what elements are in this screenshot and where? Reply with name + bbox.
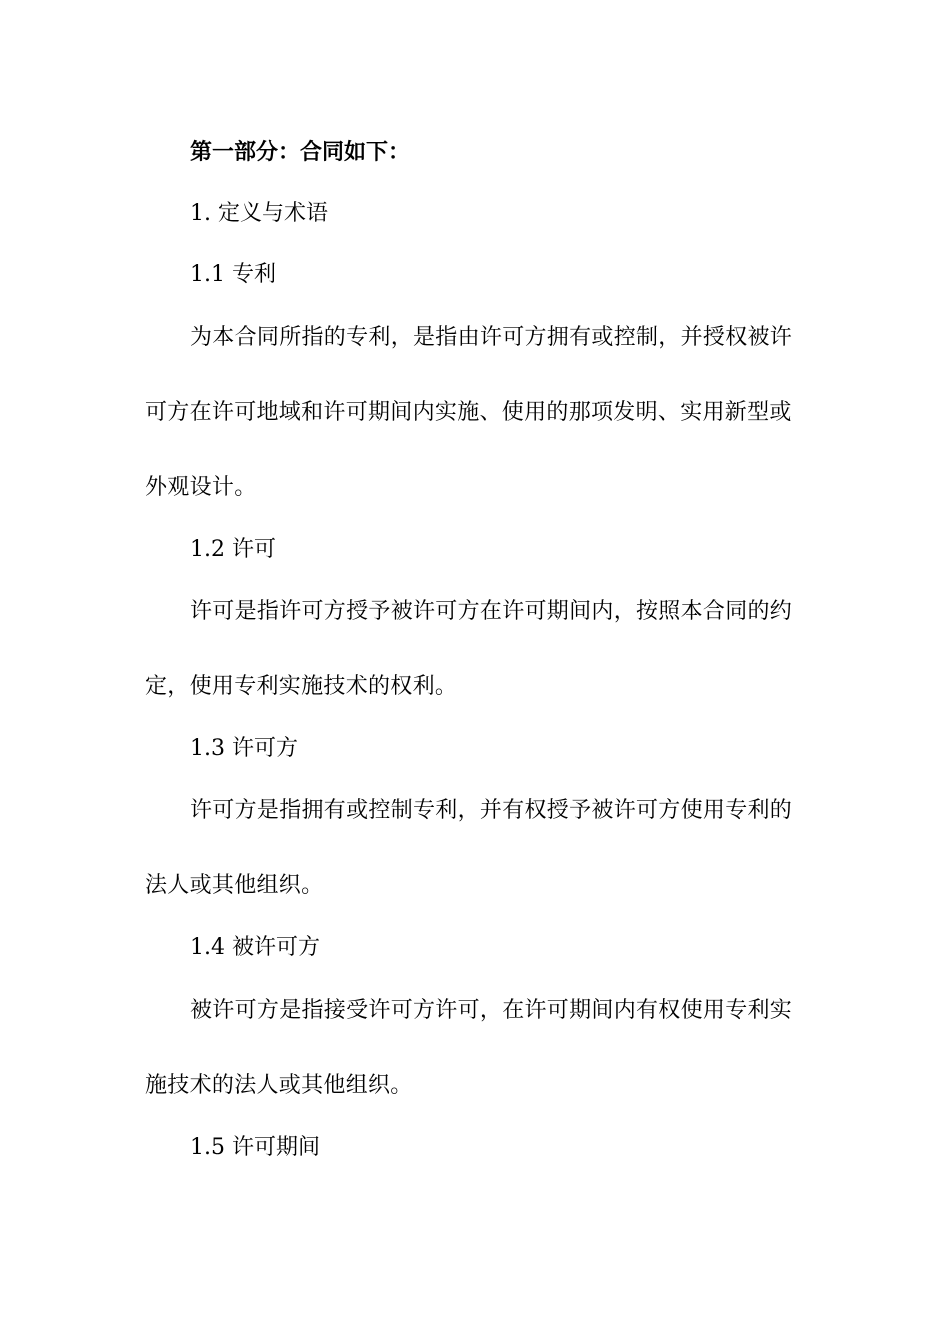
subsection-title-license: 1.2 许可 — [190, 537, 276, 562]
paragraph-line: 为本合同所指的专利，是指由许可方拥有或控制，并授权被许 — [190, 325, 793, 350]
subsection-title-patent: 1.1 专利 — [190, 262, 276, 287]
paragraph-line: 许可是指许可方授予被许可方在许可期间内，按照本合同的约 — [190, 599, 793, 624]
paragraph-line: 被许可方是指接受许可方许可，在许可期间内有权使用专利实 — [190, 998, 793, 1023]
subsection-title-license-period: 1.5 许可期间 — [190, 1135, 320, 1160]
section-title-definitions: 1. 定义与术语 — [190, 201, 328, 226]
subsection-title-licensor: 1.3 许可方 — [190, 736, 298, 761]
paragraph-line: 法人或其他组织。 — [145, 873, 324, 898]
subsection-title-licensee: 1.4 被许可方 — [190, 935, 320, 960]
paragraph-line: 定，使用专利实施技术的权利。 — [145, 674, 458, 699]
part-heading: 第一部分：合同如下： — [190, 139, 411, 165]
paragraph-line: 外观设计。 — [145, 475, 257, 500]
paragraph-line: 可方在许可地域和许可期间内实施、使用的那项发明、实用新型或 — [145, 400, 792, 425]
paragraph-line: 许可方是指拥有或控制专利，并有权授予被许可方使用专利的 — [190, 798, 793, 823]
paragraph-line: 施技术的法人或其他组织。 — [145, 1073, 413, 1098]
